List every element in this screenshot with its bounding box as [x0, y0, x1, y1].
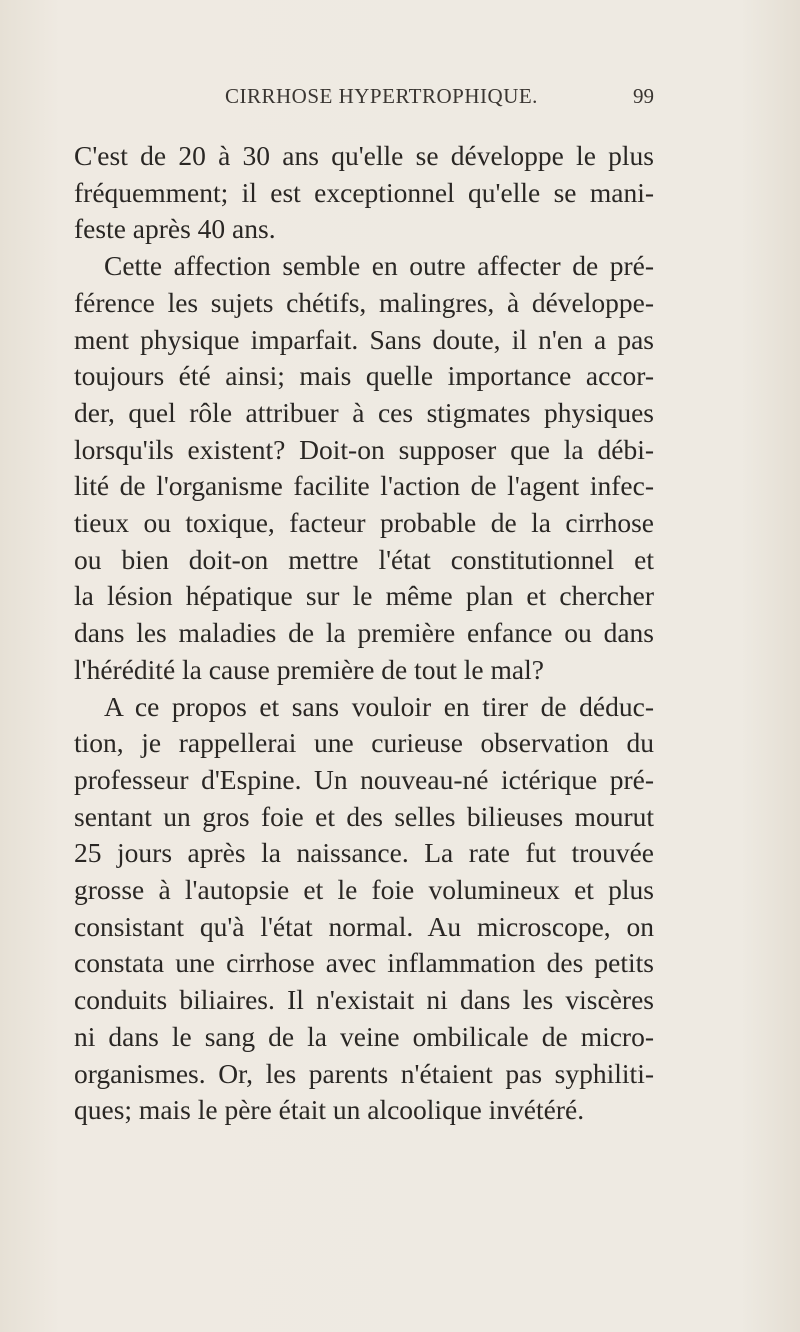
text-line: constata une cirrhose avec inflammation des petits [74, 947, 654, 979]
page-number: 99 [633, 84, 654, 108]
text-line: ment physique imparfait. Sans doute, il n'en a pas [74, 323, 654, 355]
text-line: ou bien doit-on mettre l'état constitutionnel et [74, 543, 654, 575]
text-line: consistant qu'à l'état normal. Au microscope, on [74, 910, 654, 942]
text-line: C'est de 20 à 30 ans qu'elle se développe le plus [74, 140, 654, 171]
text-line: fréquemment; il est exceptionnel qu'elle se mani- [74, 176, 654, 208]
text-line: lité de l'organisme facilite l'action de l'agent infec- [74, 470, 654, 502]
text-line: organismes. Or, les parents n'étaient pas syphiliti- [74, 1057, 654, 1089]
text-line: professeur d'Espine. Un nouveau-né ictérique pré- [74, 763, 654, 795]
text-line: tion, je rappellerai une curieuse observation du [74, 727, 654, 759]
text-line: la lésion hépatique sur le même plan et chercher [74, 580, 654, 612]
body-text [74, 138, 654, 1129]
text-line: der, quel rôle attribuer à ces stigmates physiques [74, 396, 654, 428]
text-line: conduits biliaires. Il n'existait ni dans les viscères [74, 984, 654, 1016]
text-line: toujours été ainsi; mais quelle importance accor- [74, 360, 654, 392]
text-line: dans les maladies de la première enfance ou dans [74, 617, 654, 649]
text-line: lorsqu'ils existent? Doit-on supposer que la débi- [74, 433, 654, 465]
text-line: Cette affection semble en outre affecter de pré- [104, 250, 654, 282]
text-line: ques; mais le père était un alcoolique invétéré. [74, 1094, 585, 1126]
text-line: grosse à l'autopsie et le foie volumineux et plus [74, 874, 654, 906]
running-title: CIRRHOSE HYPERTROPHIQUE. [225, 84, 538, 108]
text-line: ni dans le sang de la veine ombilicale de micro- [74, 1020, 654, 1052]
text-line: 25 jours après la naissance. La rate fut trouvée [74, 837, 654, 869]
text-line: A ce propos et sans vouloir en tirer de déduc- [104, 690, 654, 722]
text-line: l'hérédité la cause première de tout le mal? [74, 653, 544, 685]
text-line: tieux ou toxique, facteur probable de la cirrhose [74, 507, 654, 539]
text-line: sentant un gros foie et des selles bilieuses mourut [74, 800, 654, 832]
text-line: férence les sujets chétifs, malingres, à développe- [74, 286, 654, 318]
text-line: feste après 40 ans. [74, 213, 276, 245]
